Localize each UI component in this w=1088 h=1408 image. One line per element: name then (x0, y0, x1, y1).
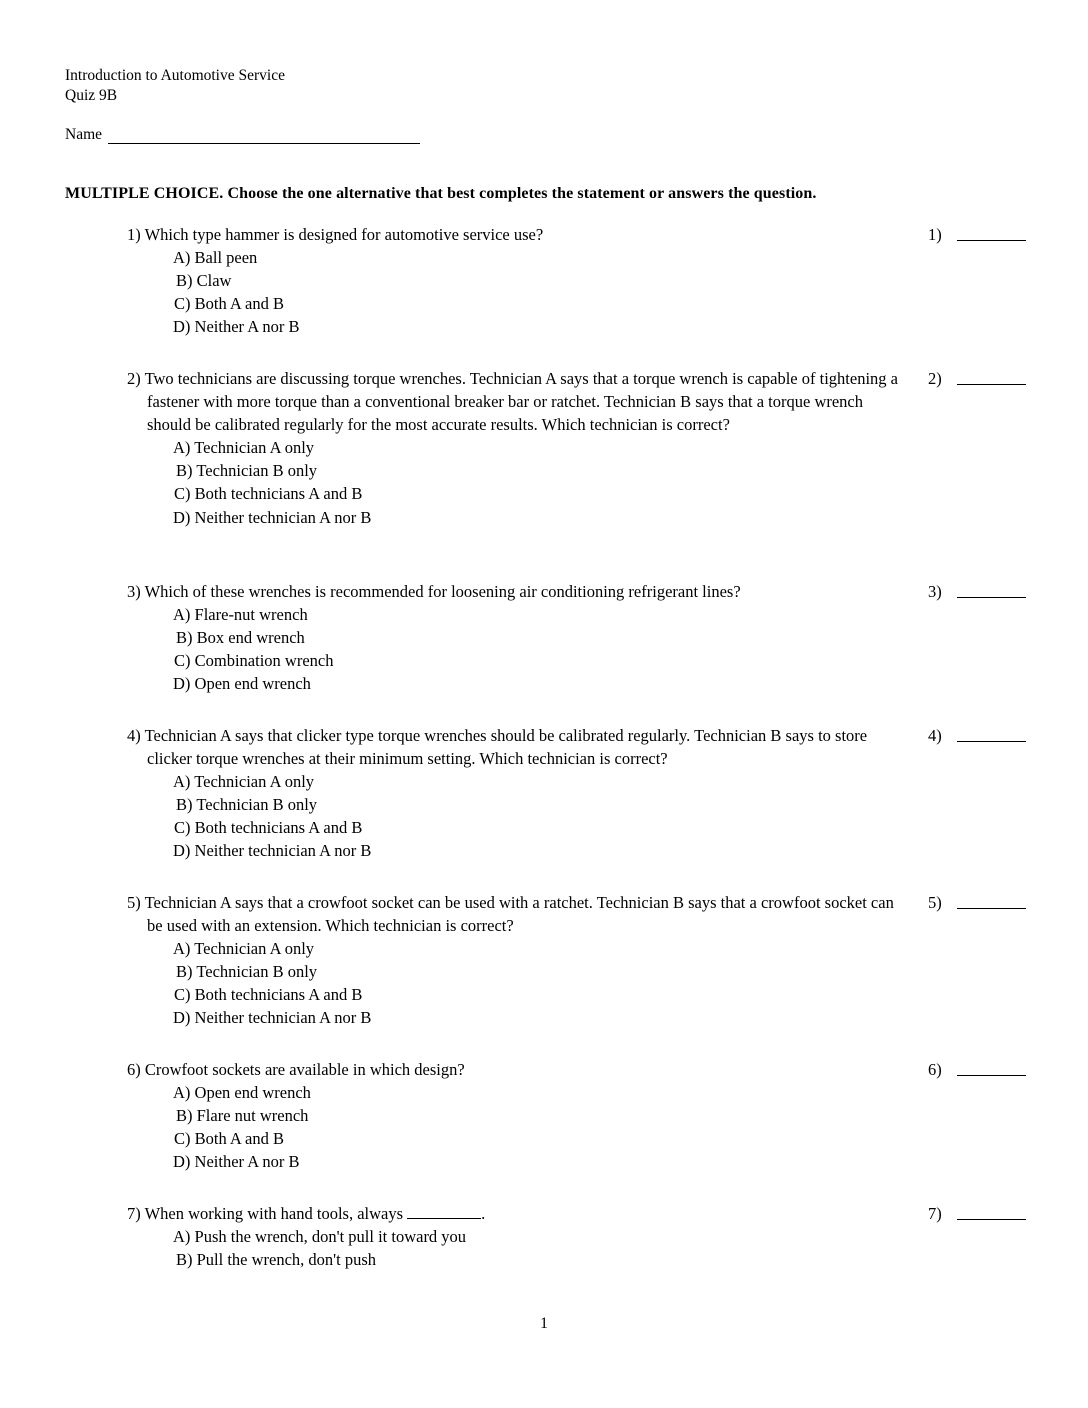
answer-blank[interactable] (957, 240, 1026, 241)
answer-number: 7) (928, 1204, 942, 1223)
option-b: B) Flare nut wrench (176, 1106, 309, 1126)
option-d: D) Neither technician A nor B (173, 507, 372, 527)
question-stem: 3) Which of these wrenches is recommended for loosening air conditioning refrigerant lines? (127, 582, 741, 601)
name-label: Name (65, 126, 103, 143)
question-stem: 5) Technician A says that a crowfoot socket can be used with a ratchet. Technician B says that a crowfoot socket can be used with an extension. Which technician is correct? (127, 893, 894, 936)
question-stem (127, 1202, 907, 1225)
answer-number: 1) (928, 225, 942, 244)
option-d: D) Neither technician A nor B (173, 841, 372, 861)
option-b: B) Technician B only (176, 962, 318, 982)
option-c: C) Both A and B (174, 1129, 285, 1149)
question-stem-text: 7) When working with hand tools, always (127, 1204, 404, 1223)
answer-blank[interactable] (957, 1075, 1026, 1076)
option-a: A) Push the wrench, don't pull it toward you (173, 1227, 467, 1247)
answer-number: 5) (928, 893, 942, 912)
fill-in-blank (407, 1204, 481, 1219)
option-c: C) Both technicians A and B (174, 985, 363, 1005)
option-d: D) Open end wrench (173, 674, 311, 694)
course-title: Introduction to Automotive Service (65, 67, 285, 84)
answer-number: 4) (928, 726, 942, 745)
option-a: A) Ball peen (173, 248, 258, 268)
option-b: B) Technician B only (176, 461, 318, 481)
name-field[interactable] (108, 143, 420, 144)
question-stem: 2) Two technicians are discussing torque wrenches. Technician A says that a torque wrench is capable of tightening a fastener with more torque than a conventional breaker bar or ratchet. Technician B says that a torque wrench should be calibrated regularly for the most accurate results. Which technician is correct? (127, 369, 898, 435)
option-c: C) Both A and B (174, 294, 285, 314)
quiz-title: Quiz 9B (65, 87, 118, 104)
question-7 (127, 1202, 907, 1271)
question-6 (127, 1058, 907, 1173)
answer-blank[interactable] (957, 1219, 1026, 1220)
question-stem-suffix: . (481, 1204, 486, 1223)
option-d: D) Neither A nor B (173, 1152, 300, 1172)
instructions: MULTIPLE CHOICE. Choose the one alternative that best completes the statement or answers the question. (65, 185, 817, 202)
answer-blank[interactable] (957, 741, 1026, 742)
option-b: B) Box end wrench (176, 628, 305, 648)
answer-slot-4 (928, 724, 942, 747)
option-a: A) Open end wrench (173, 1083, 311, 1103)
option-d: D) Neither technician A nor B (173, 1008, 372, 1028)
answer-blank[interactable] (957, 597, 1026, 598)
answer-blank[interactable] (957, 908, 1026, 909)
question-stem: 6) Crowfoot sockets are available in which design? (127, 1060, 465, 1079)
answer-slot-7 (928, 1202, 942, 1225)
answer-slot-5 (928, 891, 942, 914)
answer-number: 2) (928, 369, 942, 388)
option-a: A) Technician A only (173, 939, 315, 959)
question-stem: 4) Technician A says that clicker type torque wrenches should be calibrated regularly. Technician B says to store clicker torque wrenches at their minimum setting. Which technician is correct? (127, 726, 868, 769)
page-number: 1 (540, 1315, 548, 1332)
answer-number: 6) (928, 1060, 942, 1079)
answer-number: 3) (928, 582, 942, 601)
option-a: A) Technician A only (173, 772, 315, 792)
option-c: C) Combination wrench (174, 651, 334, 671)
option-c: C) Both technicians A and B (174, 818, 363, 838)
option-a: A) Flare-nut wrench (173, 605, 308, 625)
answer-slot-1 (928, 223, 942, 246)
answer-blank[interactable] (957, 384, 1026, 385)
option-b: B) Pull the wrench, don't push (176, 1250, 377, 1270)
answer-slot-3 (928, 580, 942, 603)
option-c: C) Both technicians A and B (174, 484, 363, 504)
option-a: A) Technician A only (173, 438, 315, 458)
answer-slot-2 (928, 367, 942, 390)
option-b: B) Technician B only (176, 795, 318, 815)
question-3 (127, 580, 907, 695)
question-1 (127, 223, 907, 338)
answer-slot-6 (928, 1058, 942, 1081)
option-d: D) Neither A nor B (173, 317, 300, 337)
question-4 (127, 724, 907, 863)
question-2 (127, 367, 907, 529)
question-5 (127, 891, 907, 1030)
question-stem: 1) Which type hammer is designed for automotive service use? (127, 225, 544, 244)
option-b: B) Claw (176, 271, 232, 291)
